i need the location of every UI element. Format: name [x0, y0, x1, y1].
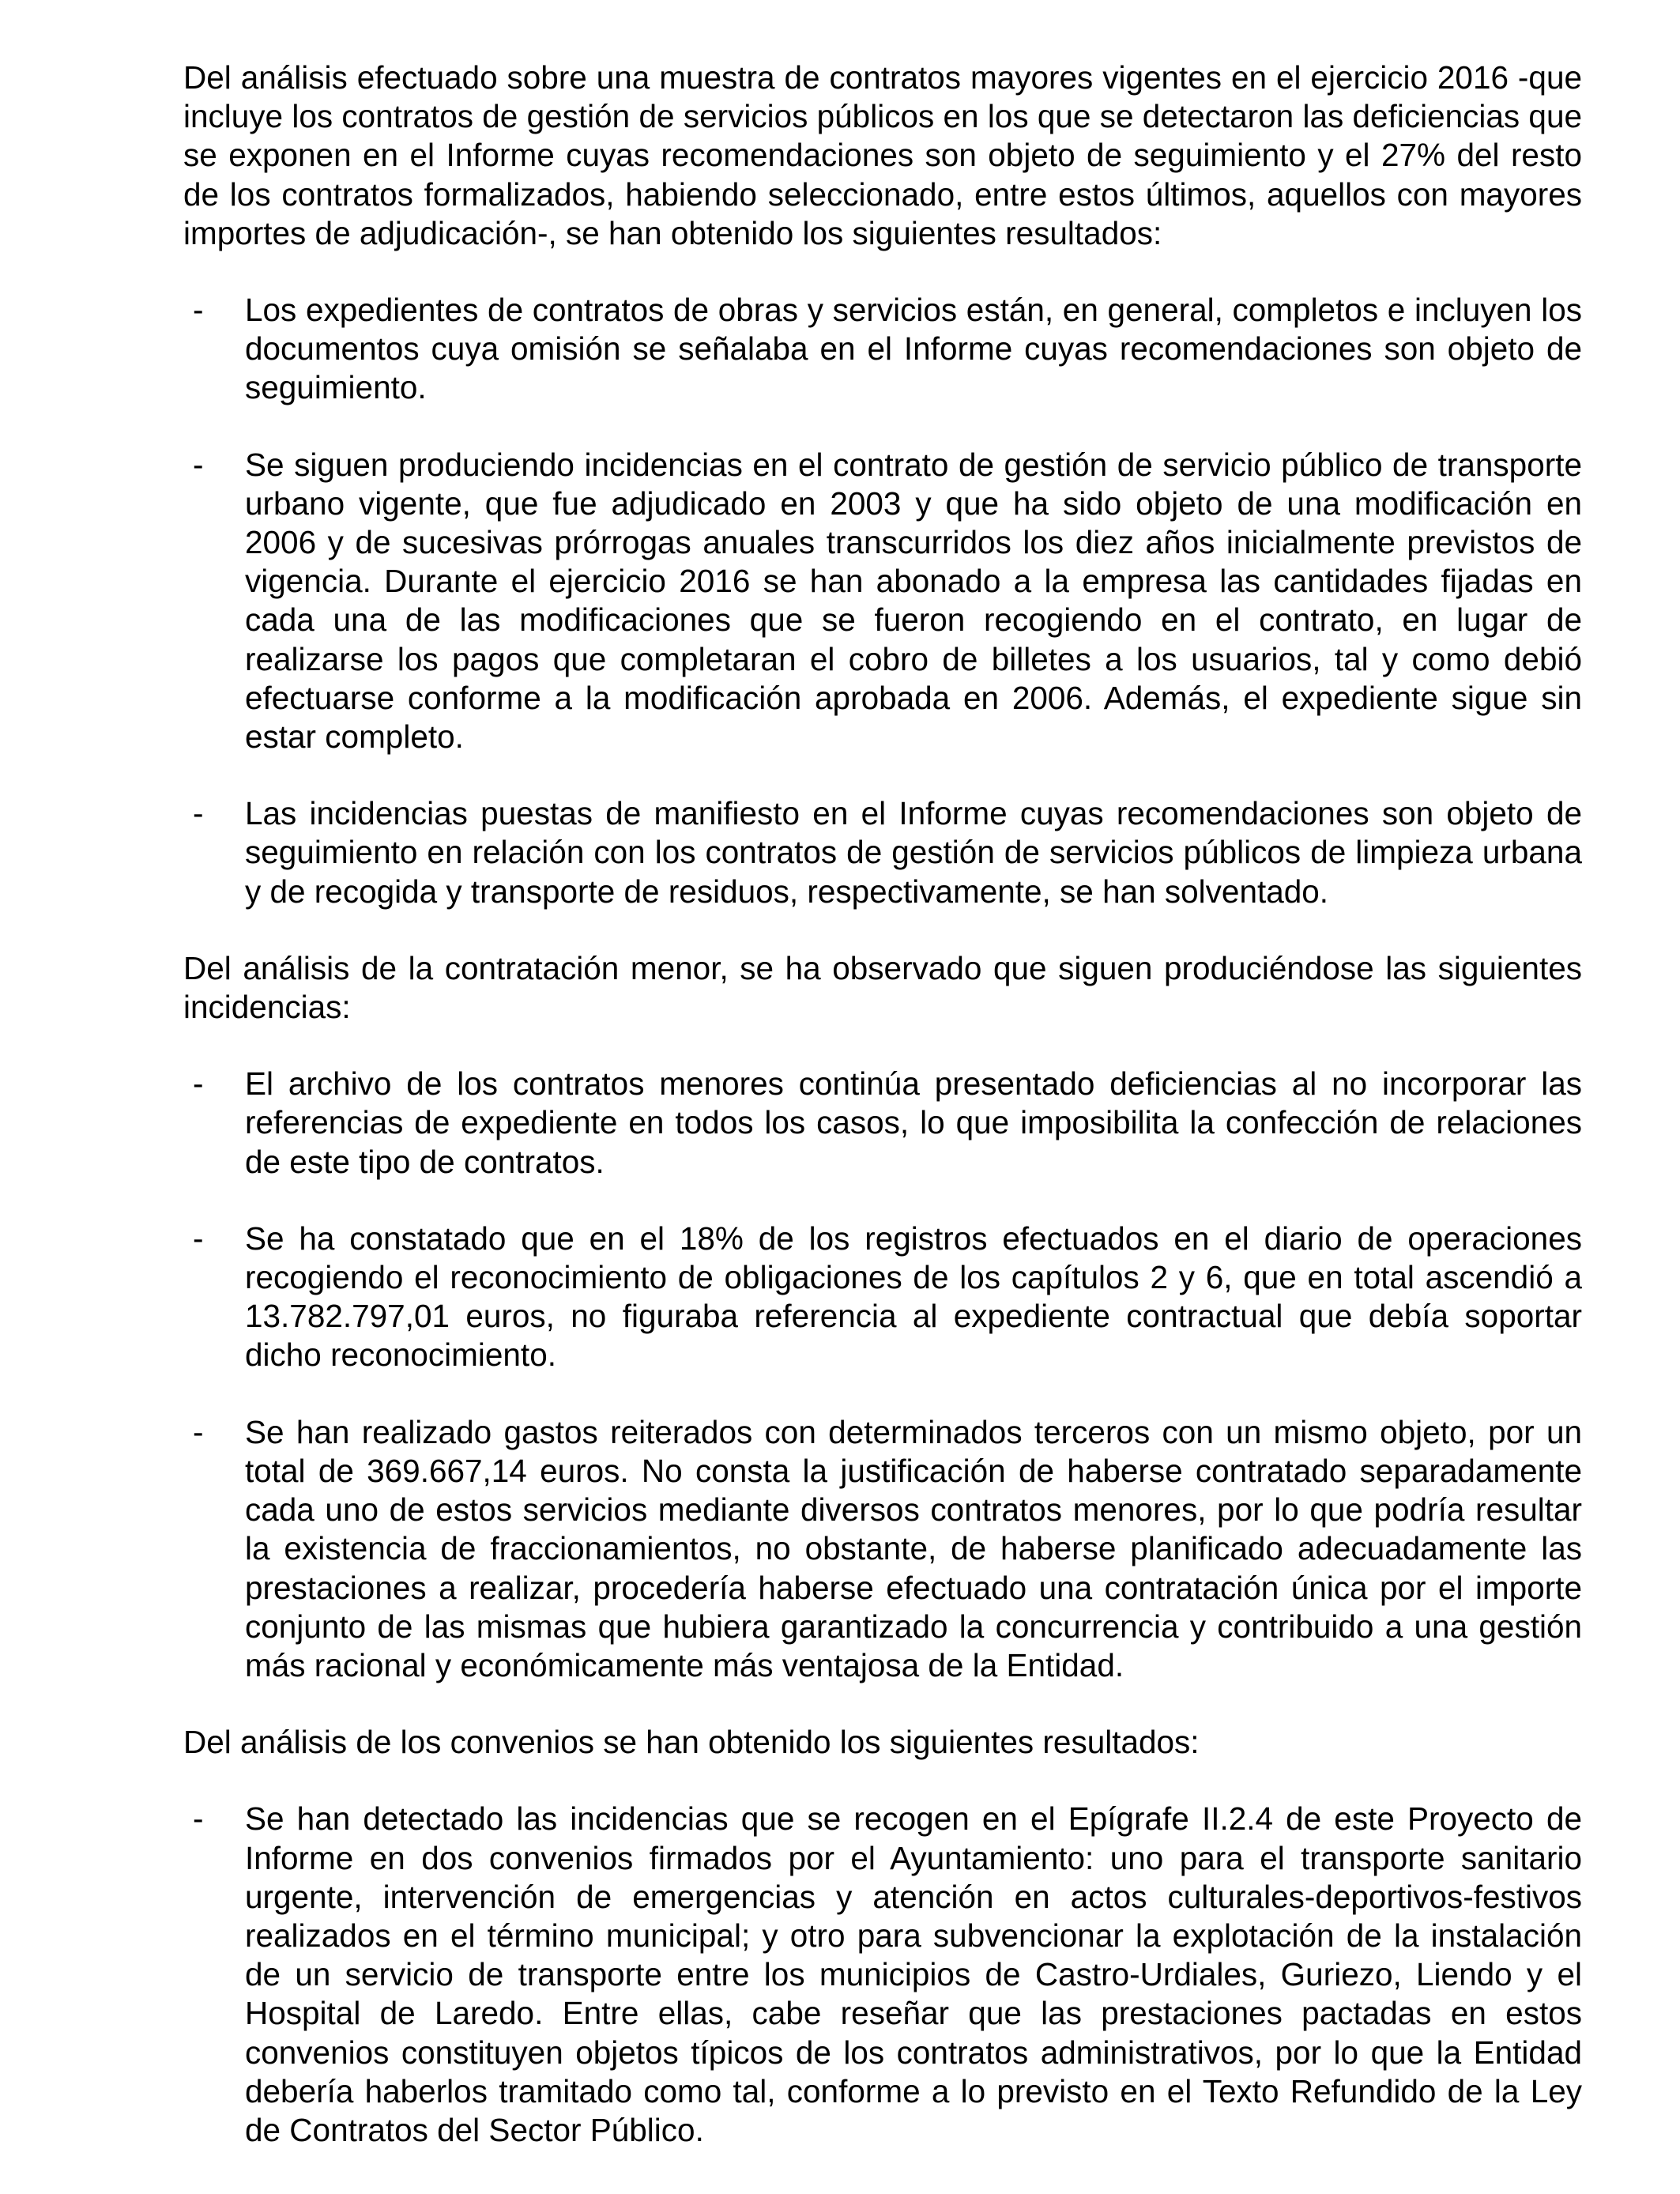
document-page: [183, 58, 1582, 2188]
contratos-results-list: [183, 291, 1582, 911]
list-item: [183, 1220, 1582, 1375]
list-item-text: Se han realizado gastos reiterados con determinados terceros con un mismo objeto, por un total de 369.667,14 euros. No consta la justificación de haberse contratado separadamente cada uno de estos servicios mediante diversos contratos menores, por lo que podría resultar la existencia de fraccionamientos, no obstante, de haberse planificado adecuadamente las prestaciones a realizar, procedería haberse efectuado una contratación única por el importe conjunto de las mismas que hubiera garantizado la concurrencia y contribuido a una gestión más racional y económicamente más ventajosa de la Entidad.: [245, 1413, 1582, 1683]
bullet-dash: -: [193, 1220, 204, 1257]
list-item-text: Se han detectado las incidencias que se recogen en el Epígrafe II.2.4 de este Proyecto de Informe en dos convenios firmados por el Ayuntamiento: uno para el transporte sanitario urgente, intervención de emergencias y atención en actos culturales-deportivos-festivos realizados en el término municipal; y otro para subvencionar la explotación de la instalación de un servicio de transporte entre los municipios de Castro-Urdiales, Guriezo, Liendo y el Hospital de Laredo. Entre ellas, cabe reseñar que las prestaciones pactadas en estos convenios constituyen objetos típicos de los contratos administrativos, por lo que la Entidad debería haberlos tramitado como tal, conforme a lo previsto en el Texto Refundido de la Ley de Contratos del Sector Público.: [245, 1800, 1582, 2148]
list-item-text: El archivo de los contratos menores continúa presentado deficiencias al no incorporar las referencias de expediente en todos los casos, lo que imposibilita la confección de relaciones de este tipo de contratos.: [245, 1065, 1582, 1180]
list-item: [183, 1413, 1582, 1685]
bullet-dash: -: [193, 1065, 204, 1103]
intro-convenios-paragraph: Del análisis de los convenios se han obtenido los siguientes resultados:: [183, 1724, 1200, 1761]
list-item-text: Se ha constatado que en el 18% de los registros efectuados en el diario de operaciones recogiendo el reconocimiento de obligaciones de los capítulos 2 y 6, que en total ascendió a 13.782.797,01 euros, no figuraba referencia al expediente contractual que debía soportar dicho reconocimiento.: [245, 1220, 1582, 1374]
list-item: [183, 291, 1582, 408]
bullet-dash: -: [193, 795, 204, 832]
list-item-text: Se siguen produciendo incidencias en el contrato de gestión de servicio público de transporte urbano vigente, que fue adjudicado en 2003 y que ha sido objeto de una modificación en 2006 y de sucesivas prórrogas anuales transcurridos los diez años inicialmente previstos de vigencia. Durante el ejercicio 2016 se han abonado a la empresa las cantidades fijadas en cada una de las modificaciones que se fueron recogiendo en el contrato, en lugar de realizarse los pagos que completaran el cobro de billetes a los usuarios, tal y como debió efectuarse conforme a la modificación aprobada en 2006. Además, el expediente sigue sin estar completo.: [245, 446, 1582, 756]
list-item: [183, 1065, 1582, 1182]
bullet-dash: -: [193, 1413, 204, 1450]
intro-contratos-paragraph: Del análisis efectuado sobre una muestra de contratos mayores vigentes en el ejercicio 2016 -que incluye los contratos de gestión de servicios públicos en los que se detectaron las deficiencias que se exponen en el Informe cuyas recomendaciones son objeto de seguimiento y el 27% del resto de los contratos formalizados, habiendo seleccionado, entre estos últimos, aquellos con mayores importes de adjudicación-, se han obtenido los siguientes resultados:: [183, 59, 1582, 251]
menor-incidents-list: [183, 1065, 1582, 1685]
intro-menor-paragraph: Del análisis de la contratación menor, se ha observado que siguen produciéndose las siguientes incidencias:: [183, 949, 1582, 1026]
list-item: [183, 1800, 1582, 2150]
bullet-dash: -: [193, 1800, 204, 1838]
bullet-dash: -: [193, 292, 204, 329]
bullet-dash: -: [193, 446, 204, 483]
list-item-text: Las incidencias puestas de manifiesto en el Informe cuyas recomendaciones son objeto de seguimiento en relación con los contratos de gestión de servicios públicos de limpieza urbana y de recogida y transporte de residuos, respectivamente, se han solventado.: [245, 795, 1582, 910]
list-item-text: Los expedientes de contratos de obras y servicios están, en general, completos e incluyen los documentos cuya omisión se señalaba en el Informe cuyas recomendaciones son objeto de seguimiento.: [245, 292, 1582, 406]
list-item: [183, 446, 1582, 757]
convenios-results-list: [183, 1800, 1582, 2150]
list-item: [183, 794, 1582, 911]
